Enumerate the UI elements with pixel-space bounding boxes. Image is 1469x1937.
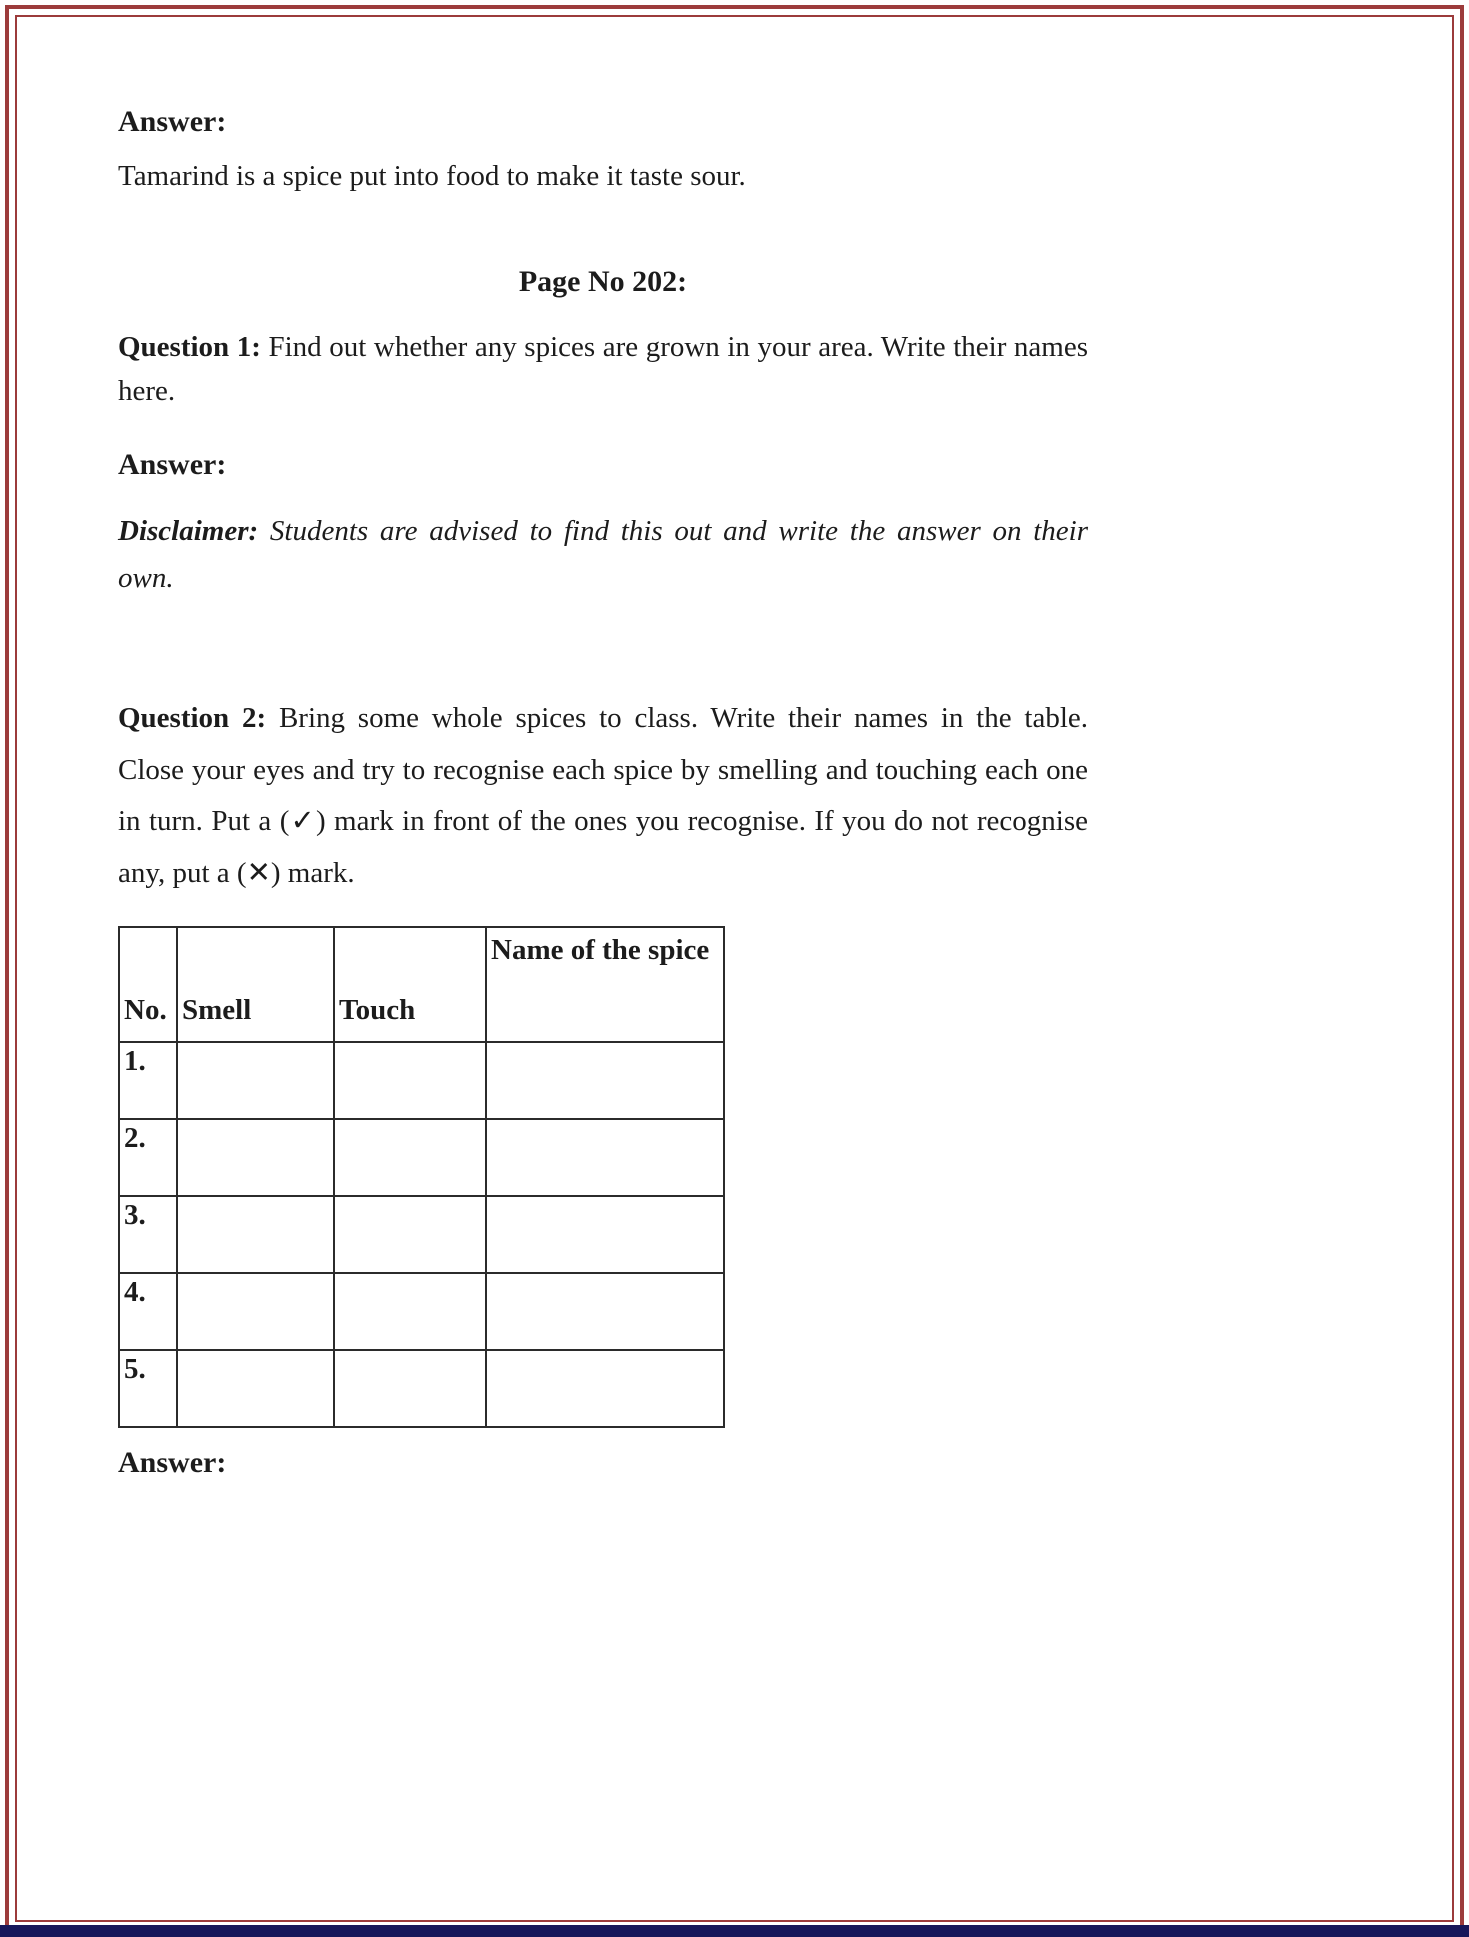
table-cell-empty xyxy=(486,1273,724,1350)
table-cell-empty xyxy=(177,1196,334,1273)
table-row xyxy=(119,1119,724,1196)
table-row xyxy=(119,1196,724,1273)
table-cell-empty xyxy=(334,1119,486,1196)
answer-label: Answer: xyxy=(118,1445,227,1479)
answer-label: Answer: xyxy=(118,448,227,482)
row-number: 3. xyxy=(119,1196,177,1273)
table-cell-empty xyxy=(486,1196,724,1273)
document-content xyxy=(118,105,1088,1480)
footer-bar xyxy=(0,1925,1469,1937)
table-cell-empty xyxy=(334,1350,486,1427)
table-row xyxy=(119,1350,724,1427)
table-cell-empty xyxy=(334,1042,486,1119)
disclaimer-text: Students are advised to find this out and write the answer on their own. xyxy=(118,515,1089,594)
table-header-no: No. xyxy=(119,927,177,1042)
question-1-text: Find out whether any spices are grown in your area. Write their names here. xyxy=(118,330,1089,408)
spice-table xyxy=(118,926,725,1428)
table-row xyxy=(119,1273,724,1350)
table-header-name-of-spice: Name of the spice xyxy=(486,927,724,1042)
table-cell-empty xyxy=(177,1042,334,1119)
answer-text: Tamarind is a spice put into food to make it taste sour. xyxy=(118,160,746,192)
table-row xyxy=(119,1042,724,1119)
question-1 xyxy=(118,325,1088,415)
disclaimer xyxy=(118,508,1088,601)
row-number: 4. xyxy=(119,1273,177,1350)
page-heading: Page No 202: xyxy=(518,264,688,298)
table-cell-empty xyxy=(486,1042,724,1119)
table-cell-empty xyxy=(177,1119,334,1196)
question-2-label: Question 2: xyxy=(118,702,267,735)
row-number: 2. xyxy=(119,1119,177,1196)
row-number: 1. xyxy=(119,1042,177,1119)
table-header-touch: Touch xyxy=(334,927,486,1042)
row-number: 5. xyxy=(119,1350,177,1427)
table-header-smell: Smell xyxy=(177,927,334,1042)
table-cell-empty xyxy=(177,1350,334,1427)
question-2 xyxy=(118,693,1088,899)
table-cell-empty xyxy=(334,1196,486,1273)
table-cell-empty xyxy=(177,1273,334,1350)
disclaimer-label: Disclaimer: xyxy=(118,515,259,548)
table-cell-empty xyxy=(486,1350,724,1427)
table-cell-empty xyxy=(486,1119,724,1196)
table-cell-empty xyxy=(334,1273,486,1350)
answer-label: Answer: xyxy=(118,105,227,138)
table-header-row xyxy=(119,927,724,1042)
question-2-text: Bring some whole spices to class. Write their names in the table. Close your eyes and try to recognise each spice by smelling and touching each one in turn. Put a (✓) mark in front of the ones you recognise. If you do not recognise any, put a (✕) mark. xyxy=(118,702,1088,889)
question-1-label: Question 1: xyxy=(118,330,261,363)
